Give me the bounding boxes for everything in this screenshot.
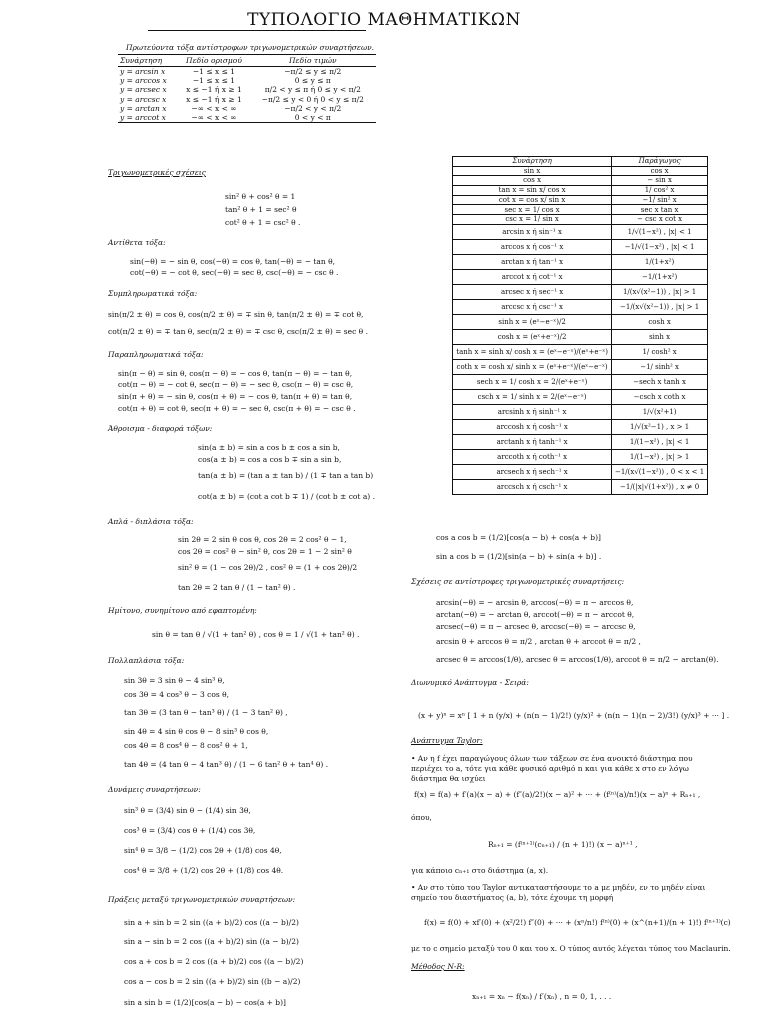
table-cell: −1/(1+x²) [612,269,708,284]
table-row [118,104,376,113]
table-cell: cosh x = (eˣ+e⁻ˣ)/2 [453,329,612,344]
table-row [453,239,708,254]
table-row [453,464,708,479]
equation: arcsec θ = arccos(1/θ), arcsec θ = arccos(1/θ), arccot θ = π/2 − arctan(θ). [436,655,719,664]
table-row [453,314,708,329]
table-cell: sech x = 1/ cosh x = 2/(eˣ+e⁻ˣ) [453,374,612,389]
table-row [453,344,708,359]
equation: sin 3θ = 3 sin θ − 4 sin³ θ, [124,676,225,685]
table-row [453,166,708,176]
equation: cos a cos b = (1/2)[cos(a − b) + cos(a + b)] [436,533,601,542]
table-cell: arcsinh x ή sinh⁻¹ x [453,404,612,419]
equation: cos³ θ = (3/4) cos θ + (1/4) cos 3θ, [124,826,256,835]
table-cell: y = arccsc x [120,94,167,104]
table-row [118,76,376,85]
table-cell: 1/ cos² x [612,186,708,196]
section-heading-double-angle: Απλά - διπλάσια τόξα: [108,517,194,526]
table-cell: 1/(1+x²) [612,254,708,269]
equation: sin(−θ) = − sin θ, cos(−θ) = cos θ, tan(−θ) = − tan θ, [130,257,335,266]
table-cell: −π/2 < y < π/2 [284,103,342,113]
equation: sin a sin b = (1/2)[cos(a − b) − cos(a + b)] [124,998,286,1007]
section-heading-newton-raphson: Μέθοδος N-R: [411,962,465,971]
table-cell: − csc x cot x [612,215,708,225]
equation: xₙ₊₁ = xₙ − f(xₙ) / f′(xₙ) , n = 0, 1, . . . [472,992,612,1001]
equation: sin³ θ = (3/4) sin θ − (1/4) sin 3θ, [124,806,251,815]
section-heading-operations: Πράξεις μεταξύ τριγωνομετρικών συναρτήσεων: [108,895,296,904]
table-cell: arctanh x ή tanh⁻¹ x [453,434,612,449]
table-cell: cos x [453,176,612,186]
equation: (x + y)ⁿ = xⁿ [ 1 + n (y/x) + (n(n − 1)/2!) (y/x)² + (n(n − 1)(n − 2)/3!) (y/x)³ + ··· ] . [418,711,730,720]
table-cell: tan x = sin x/ cos x [453,186,612,196]
equation: sin(π + θ) = − sin θ, cos(π + θ) = − cos θ, tan(π + θ) = tan θ, [118,392,353,401]
equation: f(x) = f(0) + xf′(0) + (x²/2!) f″(0) + ··· + (xⁿ/n!) f⁽ⁿ⁾(0) + (x^(n+1)/(n + 1)!) f⁽ⁿ⁺¹⁾(c) [424,918,731,927]
table-cell: arccsc x ή csc⁻¹ x [453,299,612,314]
table-row [453,299,708,314]
page-title: ΤΥΠΟΛΟΓΙΟ ΜΑΘΗΜΑΤΙΚΩΝ [247,10,521,30]
table-cell: sec x = 1/ cos x [453,205,612,215]
table-cell: − sin x [612,176,708,186]
table-row [453,224,708,239]
table-cell: −1/(|x|√(1+x²)) , x ≠ 0 [612,479,708,494]
table-row [453,329,708,344]
table-cell: cos x [612,166,708,176]
table-row [453,419,708,434]
inverse-trig-table [118,54,376,123]
table-cell: −1/ sin² x [612,195,708,205]
table-cell: π/2 < y ≤ π ή 0 ≤ y < π/2 [264,85,361,95]
table-cell: −1 ≤ x ≤ 1 [192,67,236,77]
table-cell: x ≤ −1 ή x ≥ 1 [186,85,242,95]
table-row [118,67,376,77]
table-cell: coth x = cosh x/ sinh x = (eˣ+e⁻ˣ)/(eˣ−e⁻ˣ) [453,359,612,374]
table-cell: −1 ≤ x ≤ 1 [192,76,236,86]
table-cell: sinh x = (eˣ−e⁻ˣ)/2 [453,314,612,329]
section-heading-supplementary-arcs: Παραπληρωματικά τόξα: [108,350,204,359]
equation: sin² θ + cos² θ = 1 [225,192,296,201]
equation: cot(a ± b) = (cot a cot b ∓ 1) / (cot b ± cot a) . [198,492,375,501]
table-cell: arccos x ή cos⁻¹ x [453,239,612,254]
table-cell: 1/ cosh² x [612,344,708,359]
maclaurin-note: με το c σημείο μεταξύ του 0 και του x. Ο τύπος αυτός λέγεται τύπος του Maclaurin. [411,944,731,953]
equation: cos 4θ = 8 cos⁴ θ − 8 cos² θ + 1, [124,741,248,750]
equation: tan 4θ = (4 tan θ − 4 tan³ θ) / (1 − 6 tan² θ + tan⁴ θ) . [124,760,329,769]
section-heading-trig-relations: Τριγωνομετρικές σχέσεις [108,168,206,177]
table-cell: cot x = cos x/ sin x [453,195,612,205]
table-cell: cosh x [612,314,708,329]
table-row [453,186,708,196]
table-cell: 1/(1−x²) , |x| > 1 [612,449,708,464]
section-heading-complementary-arcs: Συμπληρωματικά τόξα: [108,289,198,298]
table-row [453,374,708,389]
table-row [453,215,708,225]
table-row [453,359,708,374]
taylor-paragraph: • Αν η f έχει παραγώγους όλων των τάξεων σε ένα ανοικτό διάστημα που περιέχει το a, τότε για κάθε φυσικό αριθμό n και για κάθε x στο εν λόγω διάστημα θα ισχύει [411,754,693,783]
equation: arctan(−θ) = − arctan θ, arccot(−θ) = π − arccot θ, [436,610,635,619]
table-row [118,95,376,104]
equation: sin² θ = (1 − cos 2θ)/2 , cos² θ = (1 + cos 2θ)/2 [178,563,358,572]
section-heading-taylor: Ανάπτυγμα Taylor: [411,736,483,745]
table-row [453,176,708,186]
equation: sin a cos b = (1/2)[sin(a − b) + sin(a + b)] . [436,552,602,561]
equation: tan 3θ = (3 tan θ − tan³ θ) / (1 − 3 tan² θ) , [124,708,288,717]
table-cell: csch x = 1/ sinh x = 2/(eˣ−e⁻ˣ) [453,389,612,404]
equation: sin(a ± b) = sin a cos b ± cos a sin b, [198,443,340,452]
equation: Rₙ₊₁ = (f⁽ⁿ⁺¹⁾(cₙ₊₁) / (n + 1)!) (x − a)ⁿ⁺¹ , [488,840,638,849]
table-cell: x ≤ −1 ή x ≥ 1 [186,94,242,104]
deriv-header-function: Συνάρτηση [453,157,612,167]
table-cell: arccsch x ή csch⁻¹ x [453,479,612,494]
section-heading-binomial: Διωνυμικό Ανάπτυγμα - Σειρά: [411,678,529,687]
table-cell: y = arcsec x [120,85,167,95]
equation: arcsin(−θ) = − arcsin θ, arccos(−θ) = π − arccos θ, [436,598,634,607]
table-cell: arccosh x ή cosh⁻¹ x [453,419,612,434]
table-cell: tanh x = sinh x/ cosh x = (eˣ−e⁻ˣ)/(eˣ+e⁻ˣ) [453,344,612,359]
table-cell: csc x = 1/ sin x [453,215,612,225]
table-row [453,254,708,269]
table-cell: sin x [453,166,612,176]
table-cell: −1/(x√(x²−1)) , |x| > 1 [612,299,708,314]
table-cell: −∞ < x < ∞ [178,113,249,123]
table-cell: y = arctan x [120,103,167,113]
table-cell: y = arccos x [120,76,167,86]
table-cell: arccoth x ή coth⁻¹ x [453,449,612,464]
equation: cos a − cos b = 2 sin ((a + b)/2) sin ((b − a)/2) [124,977,301,986]
table-row [453,269,708,284]
equation: cot(π/2 ± θ) = ∓ tan θ, sec(π/2 ± θ) = ∓ csc θ, csc(π/2 ± θ) = sec θ . [108,327,368,336]
table-cell: 1/(1−x²) , |x| < 1 [612,434,708,449]
table-cell: −1/√(1−x²) , |x| < 1 [612,239,708,254]
section-heading-multiple-angles: Πολλαπλάσια τόξα: [108,656,185,665]
taylor-remainder-note: για κάποιο cₙ₊₁ στο διάστημα (a, x). [411,866,549,875]
inverse-header-range: Πεδίο τιμών [250,55,376,67]
equation: cot(−θ) = − cot θ, sec(−θ) = sec θ, csc(−θ) = − csc θ . [130,268,339,277]
table-cell: 0 < y < π [250,113,376,123]
table-row [453,195,708,205]
deriv-header-derivative: Παράγωγος [612,157,708,167]
table-cell: arcsec x ή sec⁻¹ x [453,284,612,299]
table-cell: −∞ < x < ∞ [191,103,237,113]
section-heading-opposite-arcs: Αντίθετα τόξα: [108,238,166,247]
equation: tan 2θ = 2 tan θ / (1 − tan² θ) . [178,583,296,592]
equation: cos a + cos b = 2 cos ((a + b)/2) cos ((a − b)/2) [124,957,304,966]
inverse-header-function: Συνάρτηση [118,55,178,67]
equation: f(x) = f(a) + f′(a)(x − a) + (f″(a)/2!)(x − a)² + ··· + (f⁽ⁿ⁾(a)/n!)(x − a)ⁿ + Rₙ₊₁ , [414,790,701,799]
table-row [453,205,708,215]
equation: sin(π/2 ± θ) = cos θ, cos(π/2 ± θ) = ∓ sin θ, tan(π/2 ± θ) = ∓ cot θ, [108,310,364,319]
table-cell: arcsech x ή sech⁻¹ x [453,464,612,479]
equation: cos⁴ θ = 3/8 + (1/2) cos 2θ + (1/8) cos 4θ. [124,866,284,875]
maclaurin-paragraph: • Αν στο τύπο του Taylor αντικαταστήσουμε το a με μηδέν, εν το μηδέν είναι σημείο του διαστήματος (a, b), τότε έχουμε τη μορφή [411,883,706,902]
equation: cos 3θ = 4 cos³ θ − 3 cos θ, [124,690,229,699]
equation: sin(π − θ) = sin θ, cos(π − θ) = − cos θ, tan(π − θ) = − tan θ, [118,369,353,378]
table-cell: −1/(x√(1−x²)) , 0 < x < 1 [612,464,708,479]
table-cell: −1/ sinh² x [612,359,708,374]
table-cell: arcsin x ή sin⁻¹ x [453,224,612,239]
section-heading-sin-cos-from-tan: Ημίτονο, συνημίτονο από εφαπτομένη: [108,606,257,615]
table-cell: arctan x ή tan⁻¹ x [453,254,612,269]
table-cell: −π/2 ≤ y ≤ π/2 [284,67,342,77]
derivatives-table [452,156,708,495]
equation: cos 2θ = cos² θ − sin² θ, cos 2θ = 1 − 2 sin² θ [178,547,352,556]
equation: tan(a ± b) = (tan a ± tan b) / (1 ∓ tan a tan b) [198,471,374,480]
equation: sin 4θ = 4 sin θ cos θ − 8 sin³ θ cos θ, [124,727,269,736]
table-cell: −π/2 ≤ y < 0 ή 0 < y ≤ π/2 [261,94,364,104]
taylor-where: όπου, [411,813,432,822]
table-row [453,389,708,404]
table-cell: y = arccot x [118,113,178,123]
inverse-table-caption: Πρωτεύοντα τόξα αντίστροφων τριγωνομετρικών συναρτήσεων. [125,43,375,52]
table-row [453,434,708,449]
equation: arcsec(−θ) = π − arcsec θ, arccsc(−θ) = − arccsc θ, [436,622,636,631]
table-cell: 1/√(x²−1) , x > 1 [612,419,708,434]
table-cell: 1/(x√(x²−1)) , |x| > 1 [612,284,708,299]
equation: cos(a ± b) = cos a cos b ∓ sin a sin b, [198,455,342,464]
table-cell: sinh x [612,329,708,344]
equation: sin⁴ θ = 3/8 − (1/2) cos 2θ + (1/8) cos 4θ, [124,846,282,855]
equation: sin a + sin b = 2 sin ((a + b)/2) cos ((a − b)/2) [124,918,299,927]
equation: cot(π − θ) = − cot θ, sec(π − θ) = − sec θ, csc(π − θ) = csc θ, [118,380,354,389]
table-row [453,404,708,419]
equation: cot(π + θ) = cot θ, sec(π + θ) = − sec θ, csc(π + θ) = − csc θ . [118,404,356,413]
table-cell: y = arcsin x [120,67,166,77]
section-heading-inverse-relations: Σχέσεις σε αντίστροφες τριγωνομετρικές συναρτήσεις: [411,577,625,586]
table-row [453,449,708,464]
table-cell: −sech x tanh x [612,374,708,389]
equation: sin θ = tan θ / √(1 + tan² θ) , cos θ = 1 / √(1 + tan² θ) . [152,630,360,639]
table-cell: arccot x ή cot⁻¹ x [453,269,612,284]
table-cell: 1/√(x²+1) [612,404,708,419]
equation: tan² θ + 1 = sec² θ [225,205,297,214]
table-row [118,85,376,94]
table-row [118,113,376,123]
title-underline [148,30,366,31]
equation: sin a − sin b = 2 cos ((a + b)/2) sin ((a − b)/2) [124,937,299,946]
table-row [453,479,708,494]
section-heading-sum-difference: Άθροισμα - διαφορά τόξων: [108,424,213,433]
table-cell: sec x tan x [612,205,708,215]
equation: arcsin θ + arccos θ = π/2 , arctan θ + arccot θ = π/2 , [436,637,641,646]
equation: cot² θ + 1 = csc² θ . [225,218,301,227]
table-row [453,284,708,299]
table-cell: −csch x coth x [612,389,708,404]
table-cell: 1/√(1−x²) , |x| < 1 [612,224,708,239]
table-cell: 0 ≤ y ≤ π [294,76,331,86]
inverse-header-domain: Πεδίο ορισμού [178,55,249,67]
section-heading-powers: Δυνάμεις συναρτήσεων: [108,785,201,794]
equation: sin 2θ = 2 sin θ cos θ, cos 2θ = 2 cos² θ − 1, [178,535,347,544]
